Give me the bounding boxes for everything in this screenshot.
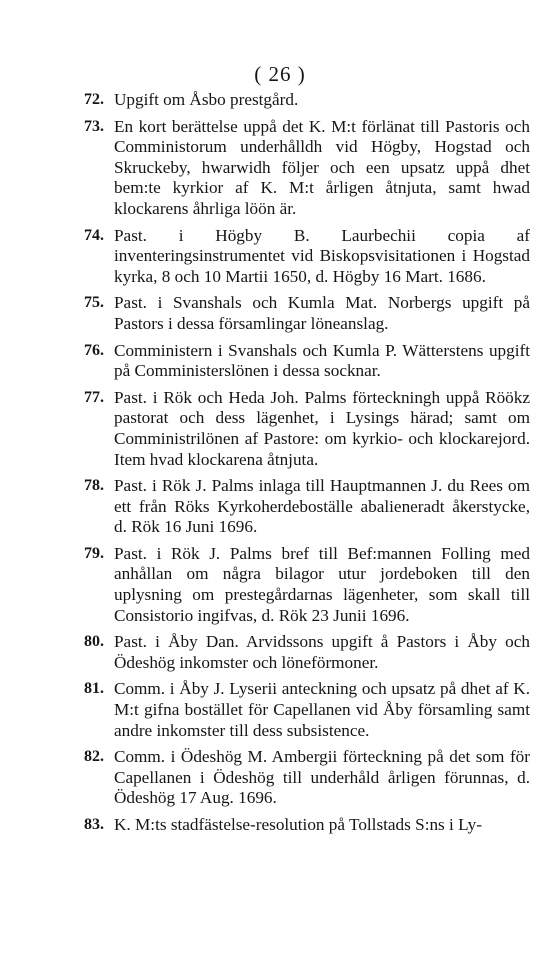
entry-number: 72. bbox=[84, 91, 104, 108]
list-item bbox=[84, 293, 530, 334]
entry-text: Comm. i Åby J. Lyserii anteckning och upsatz på dhet af K. M:t gifna bostället för Capellanen vid Åby församling samt andre inkomster till dess subsistence. bbox=[114, 679, 530, 740]
entry-text: Comministern i Svanshals och Kumla P. Wätterstens upgift på Comministerslönen i dessa socknar. bbox=[114, 340, 530, 381]
entry-number: 83. bbox=[84, 816, 104, 833]
entry-list bbox=[84, 90, 530, 842]
entry-text: Comm. i Ödeshög M. Ambergii förteckning på det som för Capellanen i Ödeshög till underhåld årligen förunnas, d. Ödeshög 17 Aug. 1696. bbox=[114, 747, 530, 808]
list-item bbox=[84, 226, 530, 288]
entry-text: Past. i Rök J. Palms inlaga till Hauptmannen J. du Rees om ett från Röks Kyrkoherdeboställe abalieneradt åkerstycke, d. Rök 16 Juni 1696. bbox=[114, 476, 530, 537]
page-number: ( 26 ) bbox=[254, 62, 306, 86]
entry-number: 77. bbox=[84, 388, 104, 406]
entry-text: K. M:ts stadfästelse-resolution på Tollstads S:ns i Ly- bbox=[114, 815, 482, 834]
list-item bbox=[84, 476, 530, 538]
entry-text: Past. i Åby Dan. Arvidssons upgift å Pastors i Åby och Ödeshög inkomster och löneförmoner. bbox=[114, 632, 530, 672]
entry-number: 80. bbox=[84, 633, 104, 651]
entry-number: 78. bbox=[84, 477, 104, 495]
list-item bbox=[84, 388, 530, 470]
entry-text: Upgift om Åsbo prestgård. bbox=[114, 90, 299, 109]
list-item bbox=[84, 341, 530, 382]
list-item bbox=[84, 632, 530, 673]
entry-text: Past. i Svanshals och Kumla Mat. Norbergs upgift på Pastors i dessa församlingar löneanslag. bbox=[114, 293, 530, 333]
entry-text: Past. i Rök J. Palms bref till Bef:mannen Folling med anhållan om några bilagor utur jordeboken till den uplysning om prestegårdarnas lägenheter, som skall till Consistorio ingifvas, d. Rök 23 Junii 1696. bbox=[114, 543, 530, 625]
list-item bbox=[84, 90, 530, 111]
entry-number: 75. bbox=[84, 294, 104, 312]
list-item bbox=[84, 679, 530, 741]
list-item bbox=[84, 815, 530, 836]
list-item bbox=[84, 544, 530, 626]
entry-number: 74. bbox=[84, 226, 104, 244]
entry-number: 73. bbox=[84, 117, 104, 135]
entry-text: Past. i Högby B. Laurbechii copia af inventeringsinstrumentet vid Biskopsvisitationen i Hogstad kyrka, 8 och 10 Martii 1650, d. Högby 16 Mart. 1686. bbox=[114, 225, 530, 286]
entry-text: Past. i Rök och Heda Joh. Palms förteckningh uppå Röökz pastorat och dess lägenhet, i Lysings härad; samt om Comministrilönen af Pastore: om kyrkio- och klockarejord. Item hvad klockarena åtnjuta. bbox=[114, 387, 530, 469]
entry-number: 82. bbox=[84, 748, 104, 766]
list-item bbox=[84, 747, 530, 809]
list-item bbox=[84, 117, 530, 220]
entry-number: 81. bbox=[84, 680, 104, 698]
entry-text: En kort berättelse uppå det K. M:t förlänat till Pastoris och Comministorum underhålldh vid Högby, Hogstad och Skruckeby, hwarwidh följer och een upsatz uppå dhet bem:te kyrkior af K. M:t årligen åtnjuta, samt hwad klockarens åhrliga löön är. bbox=[114, 116, 530, 218]
entry-number: 76. bbox=[84, 341, 104, 359]
entry-number: 79. bbox=[84, 544, 104, 562]
